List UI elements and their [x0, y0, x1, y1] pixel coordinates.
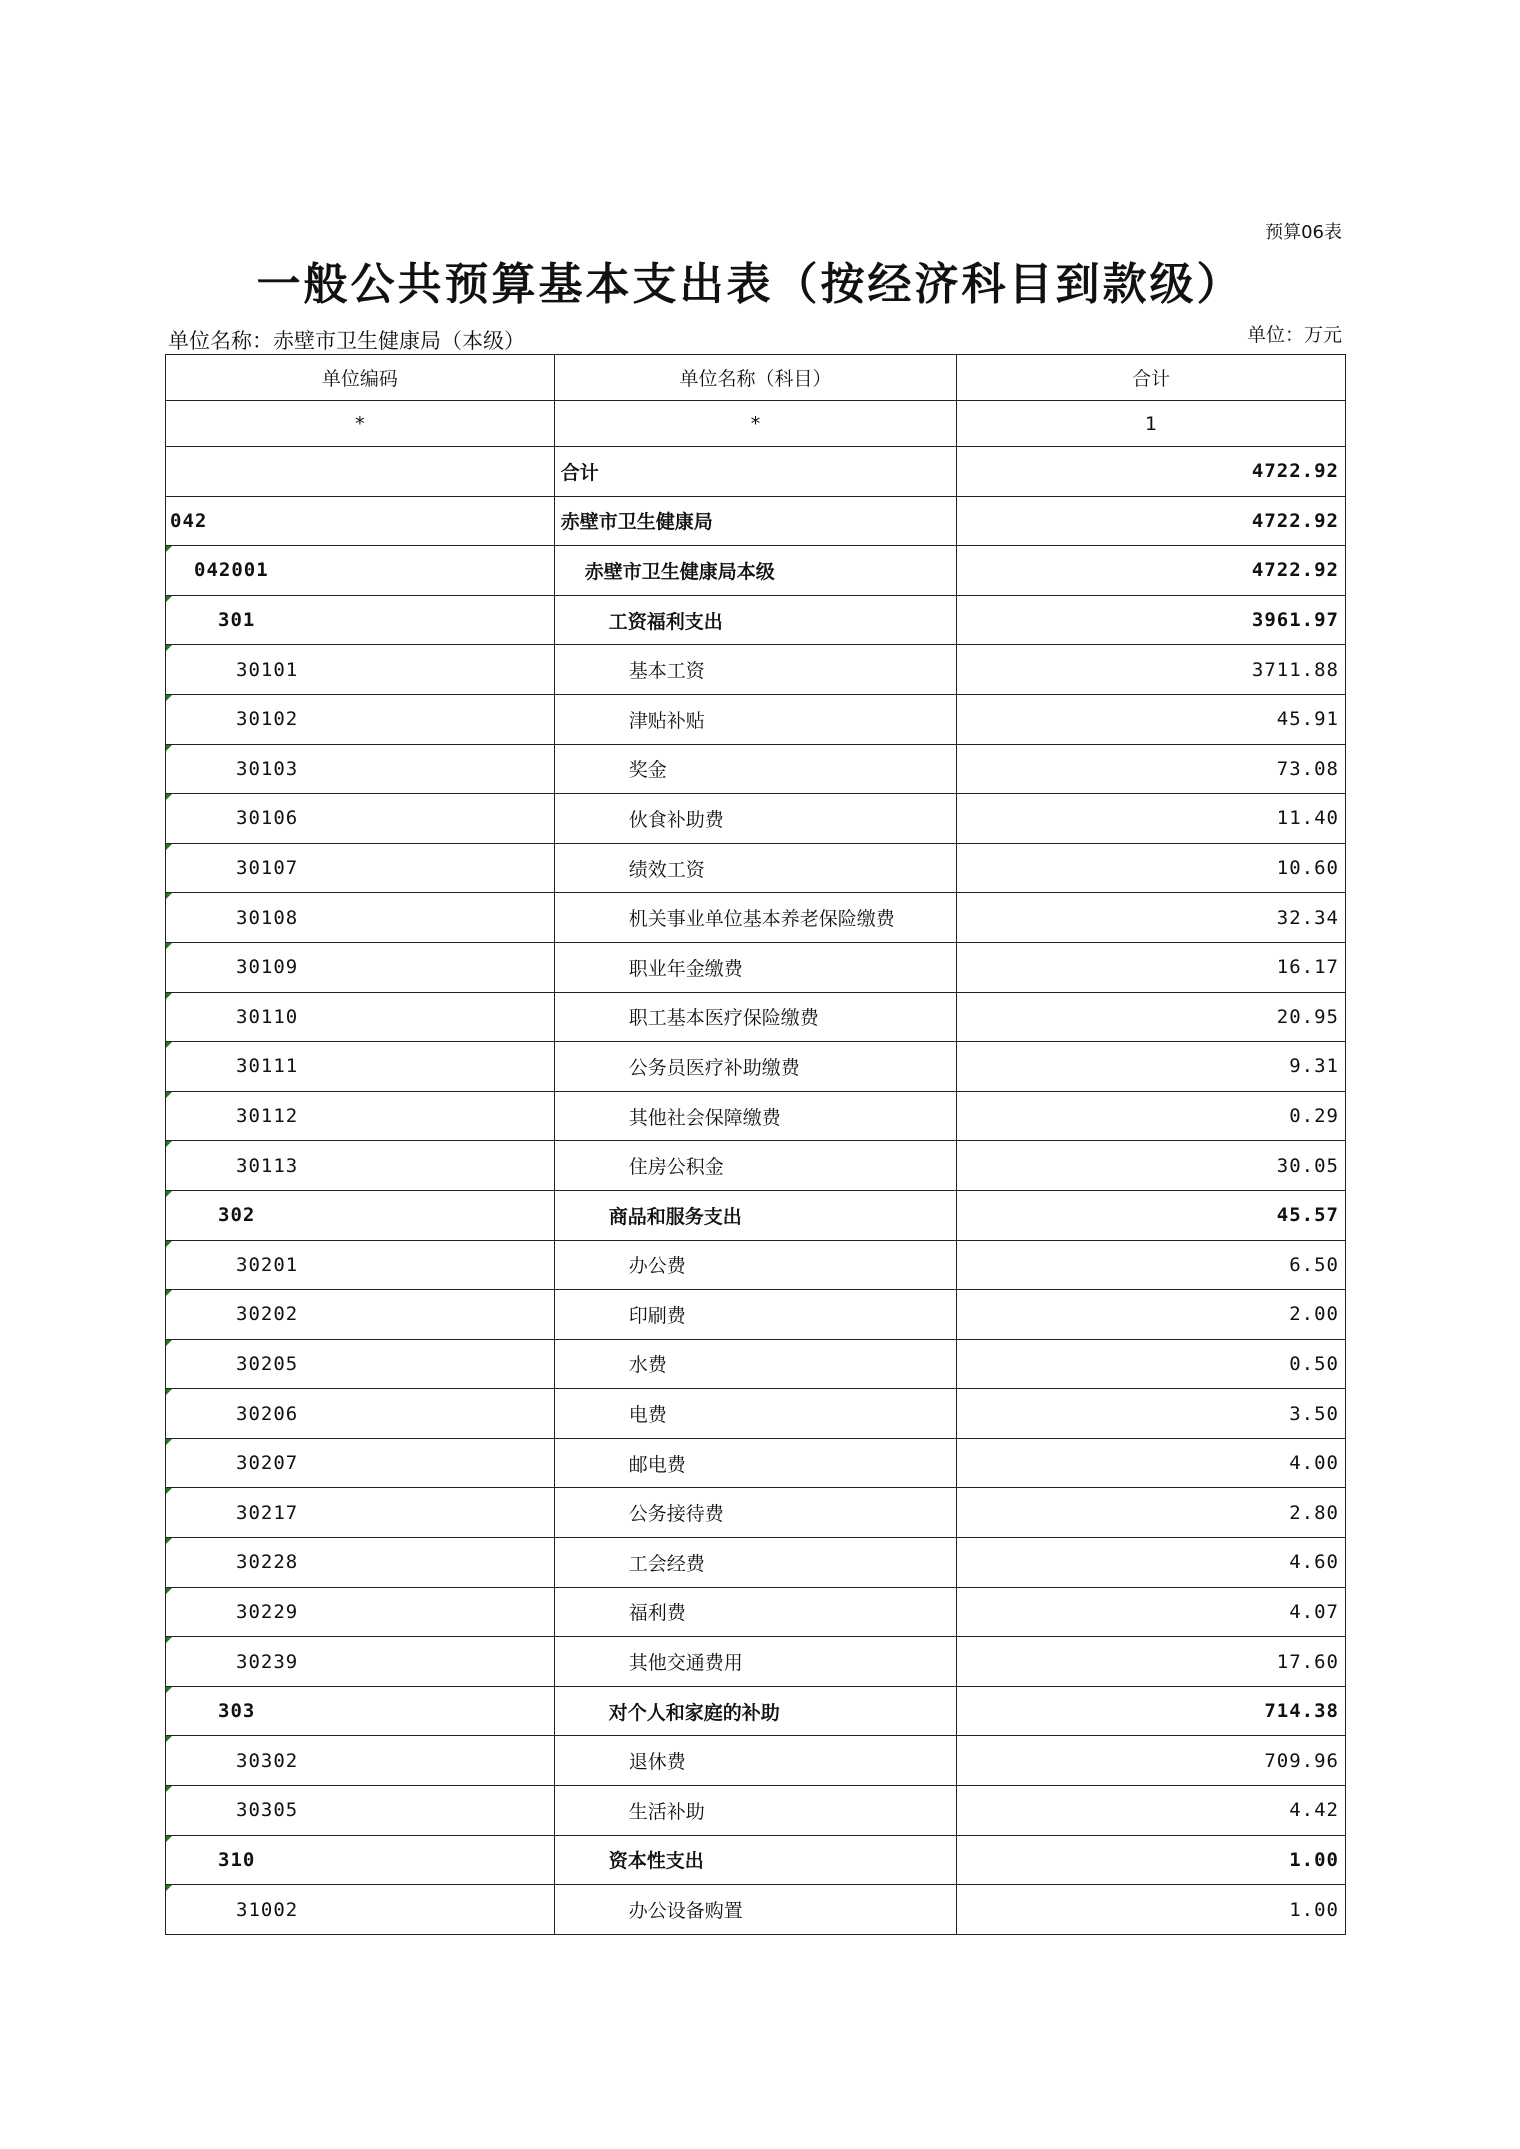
- row-code: [166, 1290, 555, 1340]
- row-amount: 16.17: [957, 942, 1346, 992]
- budget-table: [165, 354, 1346, 1935]
- cell-marker-icon: [166, 596, 172, 602]
- row-code: [166, 1835, 555, 1885]
- row-name: 职业年金缴费: [554, 942, 956, 992]
- row-amount: 17.60: [957, 1637, 1346, 1687]
- table-row: [166, 1290, 1346, 1340]
- row-code: [166, 1686, 555, 1736]
- table-row: [166, 1488, 1346, 1538]
- currency-unit-label: 单位：万元: [1246, 324, 1342, 346]
- row-code: [166, 1488, 555, 1538]
- table-row: [166, 1141, 1346, 1191]
- row-amount: 4722.92: [957, 496, 1346, 546]
- row-amount: 709.96: [957, 1736, 1346, 1786]
- row-code: [166, 843, 555, 893]
- row-name: 公务接待费: [554, 1488, 956, 1538]
- table-row: [166, 843, 1346, 893]
- row-amount: 4.07: [957, 1587, 1346, 1637]
- cell-marker-icon: [166, 1042, 172, 1048]
- row-name: 赤壁市卫生健康局: [554, 496, 956, 546]
- cell-marker-icon: [166, 1241, 172, 1247]
- row-code-text: 30239: [236, 1650, 299, 1673]
- row-amount: 3.50: [957, 1389, 1346, 1439]
- row-code: [166, 645, 555, 695]
- row-name: 福利费: [554, 1587, 956, 1637]
- row-code: [166, 1637, 555, 1687]
- row-code-text: 30113: [236, 1154, 299, 1177]
- row-code: [166, 1389, 555, 1439]
- row-amount: 4.42: [957, 1786, 1346, 1836]
- cell-marker-icon: [166, 1687, 172, 1693]
- row-name: 合计: [554, 447, 956, 497]
- table-row: [166, 992, 1346, 1042]
- row-code-text: 30305: [236, 1799, 299, 1822]
- cell-marker-icon: [166, 1736, 172, 1742]
- row-code: [166, 694, 555, 744]
- table-row: [166, 1637, 1346, 1687]
- cell-marker-icon: [166, 1141, 172, 1147]
- cell-marker-icon: [166, 695, 172, 701]
- cell-marker-icon: [166, 1389, 172, 1395]
- row-name: 印刷费: [554, 1290, 956, 1340]
- row-name: 奖金: [554, 744, 956, 794]
- table-row: [166, 1190, 1346, 1240]
- row-name: 公务员医疗补助缴费: [554, 1042, 956, 1092]
- row-code-text: 302: [218, 1204, 256, 1227]
- table-row: [166, 942, 1346, 992]
- row-code: [166, 1885, 555, 1935]
- table-row: [166, 546, 1346, 596]
- row-amount: 0.29: [957, 1091, 1346, 1141]
- row-amount: 9.31: [957, 1042, 1346, 1092]
- row-code-text: 30112: [236, 1105, 299, 1128]
- cell-marker-icon: [166, 993, 172, 999]
- table-row: [166, 1339, 1346, 1389]
- row-code-text: 042: [170, 509, 208, 532]
- row-amount: 4.60: [957, 1538, 1346, 1588]
- table-row: [166, 496, 1346, 546]
- row-code: [166, 992, 555, 1042]
- row-name: 水费: [554, 1339, 956, 1389]
- row-name: 赤壁市卫生健康局本级: [554, 546, 956, 596]
- cell-marker-icon: [166, 1439, 172, 1445]
- row-name: 津贴补贴: [554, 694, 956, 744]
- row-amount: 2.80: [957, 1488, 1346, 1538]
- table-body: [166, 447, 1346, 1935]
- cell-marker-icon: [166, 1191, 172, 1197]
- row-code: [166, 546, 555, 596]
- cell-marker-icon: [166, 1340, 172, 1346]
- cell-marker-icon: [166, 1588, 172, 1594]
- row-code: [166, 1190, 555, 1240]
- row-code: [166, 942, 555, 992]
- header-name: 单位名称（科目）: [554, 355, 956, 401]
- row-code-text: 30109: [236, 956, 299, 979]
- row-code: [166, 595, 555, 645]
- row-code: [166, 794, 555, 844]
- cell-marker-icon: [166, 1637, 172, 1643]
- cell-marker-icon: [166, 1836, 172, 1842]
- row-amount: 2.00: [957, 1290, 1346, 1340]
- row-amount: 45.91: [957, 694, 1346, 744]
- row-code-text: 30101: [236, 658, 299, 681]
- row-code: [166, 1587, 555, 1637]
- row-code-text: 303: [218, 1700, 256, 1723]
- table-row: [166, 1240, 1346, 1290]
- row-amount: 4722.92: [957, 546, 1346, 596]
- cell-marker-icon: [166, 893, 172, 899]
- header-amount: 合计: [957, 355, 1346, 401]
- row-code-text: 301: [218, 609, 256, 632]
- cell-marker-icon: [166, 1092, 172, 1098]
- row-code: [166, 447, 555, 497]
- row-name: 办公设备购置: [554, 1885, 956, 1935]
- row-code: [166, 893, 555, 943]
- row-name: 其他社会保障缴费: [554, 1091, 956, 1141]
- row-code-text: 30102: [236, 708, 299, 731]
- row-code-text: 30229: [236, 1600, 299, 1623]
- row-name: 基本工资: [554, 645, 956, 695]
- row-code-text: 30107: [236, 857, 299, 880]
- row-name: 邮电费: [554, 1438, 956, 1488]
- table-row: [166, 893, 1346, 943]
- table-row: [166, 1686, 1346, 1736]
- table-row: [166, 1389, 1346, 1439]
- row-amount: 11.40: [957, 794, 1346, 844]
- row-code-text: 30228: [236, 1551, 299, 1574]
- cell-marker-icon: [166, 943, 172, 949]
- index-name: *: [554, 401, 956, 447]
- cell-marker-icon: [166, 794, 172, 800]
- row-name: 退休费: [554, 1736, 956, 1786]
- row-amount: 1.00: [957, 1835, 1346, 1885]
- row-code: [166, 1736, 555, 1786]
- table-row: [166, 1736, 1346, 1786]
- row-code: [166, 1042, 555, 1092]
- row-code-text: 30206: [236, 1402, 299, 1425]
- table-header-row: [166, 355, 1346, 401]
- form-number: 预算06表: [1265, 222, 1342, 243]
- row-name: 生活补助: [554, 1786, 956, 1836]
- header-code: 单位编码: [166, 355, 555, 401]
- row-code: [166, 1091, 555, 1141]
- row-code: [166, 1538, 555, 1588]
- row-name: 工会经费: [554, 1538, 956, 1588]
- row-code: [166, 1438, 555, 1488]
- row-code-text: 30103: [236, 757, 299, 780]
- row-code-text: 30108: [236, 906, 299, 929]
- row-amount: 3711.88: [957, 645, 1346, 695]
- table-row: [166, 1538, 1346, 1588]
- row-name: 职工基本医疗保险缴费: [554, 992, 956, 1042]
- table-row: [166, 1835, 1346, 1885]
- row-amount: 10.60: [957, 843, 1346, 893]
- cell-marker-icon: [166, 1290, 172, 1296]
- row-name: 住房公积金: [554, 1141, 956, 1191]
- table-index-row: [166, 401, 1346, 447]
- row-code: [166, 496, 555, 546]
- table-row: [166, 1587, 1346, 1637]
- row-code-text: 30201: [236, 1253, 299, 1276]
- table-row: [166, 1885, 1346, 1935]
- row-amount: 20.95: [957, 992, 1346, 1042]
- row-name: 办公费: [554, 1240, 956, 1290]
- table-row: [166, 744, 1346, 794]
- row-code-text: 30110: [236, 1005, 299, 1028]
- cell-marker-icon: [166, 1786, 172, 1792]
- table-row: [166, 1091, 1346, 1141]
- row-name: 工资福利支出: [554, 595, 956, 645]
- cell-marker-icon: [166, 1885, 172, 1891]
- cell-marker-icon: [166, 745, 172, 751]
- row-amount: 6.50: [957, 1240, 1346, 1290]
- row-name: 对个人和家庭的补助: [554, 1686, 956, 1736]
- row-code: [166, 1141, 555, 1191]
- row-amount: 3961.97: [957, 595, 1346, 645]
- row-name: 其他交通费用: [554, 1637, 956, 1687]
- row-amount: 0.50: [957, 1339, 1346, 1389]
- row-amount: 4722.92: [957, 447, 1346, 497]
- row-code: [166, 744, 555, 794]
- index-code: *: [166, 401, 555, 447]
- row-amount: 4.00: [957, 1438, 1346, 1488]
- row-code-text: 30217: [236, 1501, 299, 1524]
- table-row: [166, 447, 1346, 497]
- row-amount: 1.00: [957, 1885, 1346, 1935]
- row-amount: 32.34: [957, 893, 1346, 943]
- row-code: [166, 1339, 555, 1389]
- row-code-text: 30106: [236, 807, 299, 830]
- row-amount: 30.05: [957, 1141, 1346, 1191]
- page-title: 一般公共预算基本支出表（按经济科目到款级）: [256, 259, 1244, 310]
- table-row: [166, 694, 1346, 744]
- row-name: 商品和服务支出: [554, 1190, 956, 1240]
- unit-name-label: 单位名称：赤壁市卫生健康局（本级）: [168, 329, 525, 353]
- cell-marker-icon: [166, 844, 172, 850]
- cell-marker-icon: [166, 1538, 172, 1544]
- table-row: [166, 1042, 1346, 1092]
- table-row: [166, 1786, 1346, 1836]
- cell-marker-icon: [166, 645, 172, 651]
- row-code: [166, 1240, 555, 1290]
- row-code-text: 310: [218, 1848, 256, 1871]
- row-name: 绩效工资: [554, 843, 956, 893]
- row-code-text: 30202: [236, 1303, 299, 1326]
- row-name: 伙食补助费: [554, 794, 956, 844]
- row-code-text: 30205: [236, 1352, 299, 1375]
- row-name: 资本性支出: [554, 1835, 956, 1885]
- cell-marker-icon: [166, 546, 172, 552]
- table-row: [166, 645, 1346, 695]
- row-amount: 45.57: [957, 1190, 1346, 1240]
- table-row: [166, 595, 1346, 645]
- row-code: [166, 1786, 555, 1836]
- index-amount: 1: [957, 401, 1346, 447]
- cell-marker-icon: [166, 1488, 172, 1494]
- row-code-text: 30111: [236, 1055, 299, 1078]
- table-row: [166, 794, 1346, 844]
- row-code-text: 30207: [236, 1452, 299, 1475]
- row-amount: 714.38: [957, 1686, 1346, 1736]
- row-amount: 73.08: [957, 744, 1346, 794]
- row-code-text: 31002: [236, 1898, 299, 1921]
- row-code-text: 042001: [194, 559, 269, 582]
- row-name: 机关事业单位基本养老保险缴费: [554, 893, 956, 943]
- row-code-text: 30302: [236, 1749, 299, 1772]
- table-row: [166, 1438, 1346, 1488]
- row-name: 电费: [554, 1389, 956, 1439]
